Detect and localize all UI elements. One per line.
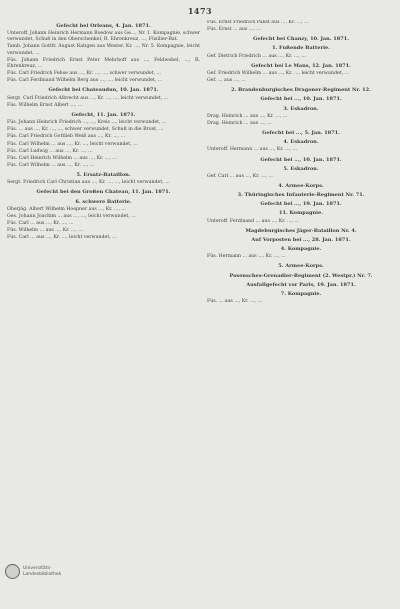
stamp-line-1: Universitäts- [23,566,52,572]
section-heading: 7. Kompagnie. [280,290,322,297]
casualty-entry: Oberjäg. Albert Wilhelm Hoepner aus ..., Kr. ..., ... [7,206,126,212]
casualty-entry: Füs. Carl Ludwig ... aus ..., Kr. ..., ... [7,148,93,154]
section-heading: 6. schwere Batterie. [75,198,132,205]
library-seal-icon [5,564,20,579]
casualty-entry: Gef. Friedrich Wilhelm ... aus ..., Kr. ..., leicht verwundet, ... [207,70,350,76]
casualty-entry: Füs. Carl ... aus ..., Kr. ..., ... [7,221,74,227]
casualty-entry: Füs. Carl Ferdinand Wilhelm Berg aus ..., ..., leicht verwundet, ... [7,78,163,84]
casualty-entry: Füs. Carl Friedrich Gottlieb Weiß aus ..., Kr. ..., ... [7,134,126,140]
section-heading: 3. Eskadron. [283,105,319,112]
casualty-entry: Füs. Johann Friedrich Ernst Peter Mehrhoff aus ..., Feldwebel, ..., R. Ehrenkreuz, ... [7,57,200,69]
casualty-entry: Füs. Carl Friedrich Fehse aus ..., Kr. ..., ..., schwer verwundet, ... [7,71,162,77]
section-heading: Gefecht bei ..., 5. Jan. 1871. [262,130,340,137]
section-heading: Gefecht bei Chanzy, 10. Jan. 1871. [253,36,349,43]
section-heading: 4. Armee-Korps. [278,182,324,189]
section-heading: Magdeburgisches Jäger-Bataillon Nr. 4. [245,227,357,234]
section-heading: Gefecht bei Le Mans, 12. Jan. 1871. [251,62,351,69]
casualty-entry: Füs. Hermann ... aus ..., Kr. ..., ... [207,254,286,260]
section-heading: Gefecht bei ..., 19. Jan. 1871. [260,201,342,208]
casualty-entry: Füs. Carl Wilhelm ... aus ..., Kr. ..., ... [7,162,95,168]
casualty-entry: Sergt. Friedrich Carl Christian aus ..., Kr. ..., ..., leicht verwundet, ... [7,180,170,186]
section-heading: 5. Eskadron. [283,165,319,172]
section-heading: 11. Kompagnie. [279,210,323,217]
section-heading: Ausfallgefecht vor Paris, 19. Jan. 1871. [246,281,356,288]
library-stamp [5,564,61,579]
casualty-entry: Ges. Johann Joachim ... aus ..., ..., leicht verwundet, ... [7,213,136,219]
casualty-entry: Füs. Wilhelm ... aus ..., Kr. ..., ... [7,228,83,234]
section-heading: Gefecht bei Orleans, 4. Jan. 1871. [56,23,151,29]
stamp-line-2: Landesbibliothek [23,571,62,577]
casualty-entry: Füs. ... aus ..., Kr. ..., ..., schwer verwundet, Schuß in die Brust, ... [7,127,164,133]
section-heading: 2. Brandenburgisches Dragoner-Regiment Nr. 12. [231,87,371,94]
section-heading: 5. Armee-Korps. [278,263,324,270]
casualty-entry: Füs. Johann Heinrich Friedrich ..., ..., Kreis ..., leicht verwundet, ... [7,120,167,126]
casualty-entry: Gef. Dietrich Friedrich ... aus ..., Kr. ..., ... [207,53,306,59]
section-heading: 4. Kompagnie. [280,246,322,253]
section-heading: 1. Fußende Batterie. [272,45,330,52]
casualty-entry: Gef. Carl ... aus ..., Kr. ..., ... [207,173,273,179]
casualty-entry: Füs. Carl ... aus ..., Kr. ..., leicht verwundet, ... [7,235,117,241]
section-heading: Posensches-Grenadier-Regiment (2. Westpr.) Nr. 7. [229,272,373,279]
section-heading: Gefecht, 11. Jan. 1871. [71,111,136,118]
casualty-entry: Füs. Carl Heinrich Wilhelm ... aus ..., Kr. ..., ... [7,155,117,161]
page-number: 1473 [187,6,213,16]
casualty-entry: Unteroff. Hermann ... aus ..., Kr. ..., ... [207,147,297,153]
section-heading: 4. Eskadron. [283,139,319,146]
casualty-entry: Drag. Heinrich ... aus ..., ... [207,120,272,126]
section-heading: Gefecht bei den Großen Chateau, 11. Jan. 1871. [36,189,171,196]
section-heading: 5. Ersatz-Bataillon. [76,172,131,179]
casualty-entry: Unteroff. Ferdinand ... aus ..., Kr. ..., ... [207,218,299,224]
right-column [207,20,395,595]
casualty-entry: Füs. ... aus ..., Kr. ..., ... [207,299,262,304]
casualty-entry: Sergt. Carl Friedrich Albrecht aus ..., Kr. ..., ..., leicht verwundet, ... [7,95,169,101]
section-heading: 3. Thüringisches Infanterie-Regiment Nr. 71. [237,192,365,199]
casualty-entry: Tamb. Johann Gottfr. August Ratigen aus Wester, Kr. ..., Nr. 5. Kompagnie, leicht verwundet, ... [7,44,200,56]
section-heading: Gefecht bei Chateaudun, 10. Jan. 1871. [48,87,159,94]
casualty-entry: Unteroff. Johann Heinrich Hermann Boedow aus Ge..., Nr. 1. Kompagnie, schwer verwundet, Schuß in den Oberschenkel, R. Ehrenkreuz, ..., Füsilier-Bat. [7,31,200,43]
casualty-entry: Füs. Carl Wilhelm ... aus ..., Kr. ..., leicht verwundet, ... [7,141,138,147]
section-heading: Gefecht bei ..., 10. Jan. 1871. [260,156,342,163]
casualty-entry: Füs. Ernst ... aus ..., ... [207,27,261,33]
casualty-entry: Drag. Heinrich ... aus ..., Kr. ..., ... [207,113,288,119]
left-column [7,20,200,595]
section-heading: Gefecht bei ..., 10. Jan. 1871. [260,96,342,103]
casualty-entry: Gef. ... aus ..., ... [207,78,246,84]
casualty-entry: Füs. Wilhelm Ernst Albert ..., ... [7,102,83,108]
section-heading: Auf Vorposten bei ..., 28. Jan. 1871. [251,236,351,243]
casualty-entry: Füs. Ernst Friedrich Pabst aus ..., Kr. ..., ... [207,20,309,25]
